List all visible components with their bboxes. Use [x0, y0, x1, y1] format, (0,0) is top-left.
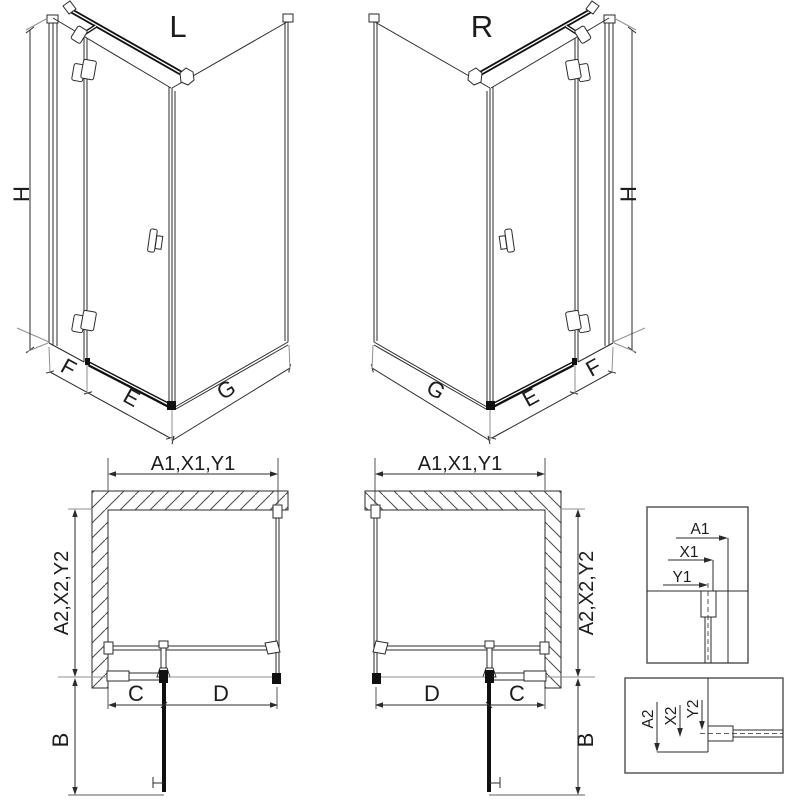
plan-right-dim-d: D	[424, 681, 440, 706]
open-door-plan	[153, 683, 164, 792]
plan-view-right	[365, 458, 595, 795]
plan-left-dim-b: B	[48, 732, 73, 748]
iso-view-right	[368, 1, 645, 444]
door-handle	[147, 229, 162, 253]
iso-left-dim-g: G	[212, 374, 240, 405]
glass-panels	[17, 14, 293, 409]
plan-right-dim-b: B	[573, 732, 598, 748]
iso-right-dim-h: H	[616, 186, 641, 202]
wall-hatch	[92, 491, 288, 688]
iso-left-dim-e: E	[119, 382, 145, 412]
variant-label-left: L	[169, 9, 187, 44]
detail-label-x1: X1	[679, 544, 699, 561]
hinge-top	[72, 59, 97, 82]
iso-view-left	[17, 1, 294, 444]
variant-label-right: R	[470, 9, 494, 44]
wall-profile	[47, 15, 58, 346]
plan-right-dim-top: A1,X1,Y1	[417, 453, 503, 475]
front-assembly-plan	[58, 670, 272, 683]
plan-left-dim-top: A1,X1,Y1	[150, 453, 236, 475]
iso-left-dim-h: H	[9, 186, 34, 202]
plan-left-dim-d: D	[213, 681, 229, 706]
detail-label-y1: Y1	[672, 569, 692, 586]
plan-right-dim-c: C	[509, 681, 525, 706]
iso-right-dim-g: G	[422, 374, 450, 405]
detail-label-a2: A2	[640, 709, 657, 729]
stabilizer-bar-plan	[104, 641, 280, 677]
hinge-bottom	[72, 310, 97, 333]
plan-view-left	[58, 458, 288, 795]
detail-view-top	[647, 507, 748, 663]
iso-right-dim-f: F	[581, 353, 606, 382]
side-glass-plan	[272, 505, 282, 684]
plan-left-dim-c: C	[128, 681, 144, 706]
plan-left-dim-side: A2,X2,Y2	[51, 550, 73, 636]
detail-label-x2: X2	[663, 706, 680, 726]
iso-right-dim-e: E	[517, 382, 543, 412]
plan-right-dim-side: A2,X2,Y2	[576, 550, 598, 636]
dimension-b	[68, 678, 164, 795]
detail-label-y2: Y2	[685, 699, 702, 719]
iso-left-dim-f: F	[56, 353, 81, 382]
detail-view-bottom	[625, 678, 783, 773]
detail-label-a1: A1	[690, 521, 710, 538]
